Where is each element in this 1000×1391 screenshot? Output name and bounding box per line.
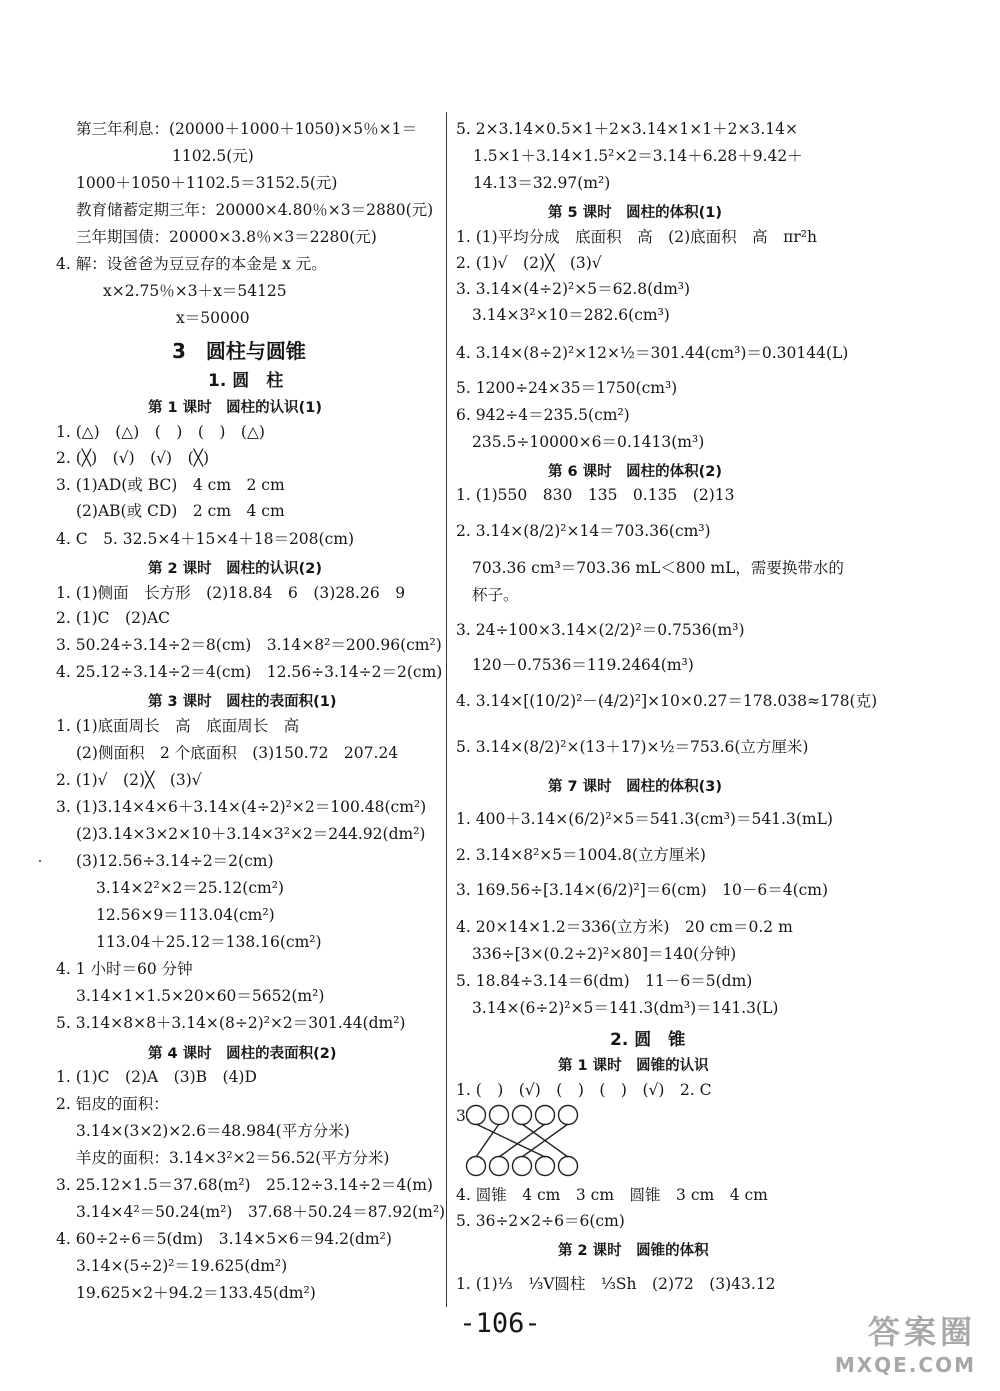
right-line: 6. 942÷4＝235.5(cm²): [456, 406, 630, 424]
left-line: (2)3.14×3×2×10＋3.14×3²×2＝244.92(dm²): [76, 825, 426, 843]
right-line: 3. 3.14×(4÷2)²×5＝62.8(dm³): [456, 280, 691, 298]
right-line: 3.: [456, 1107, 471, 1125]
right-line: 5. 2×3.14×0.5×1＋2×3.14×1×1＋2×3.14×: [456, 120, 798, 138]
left-line: 3.14×4²＝50.24(m²) 37.68＋50.24＝87.92(m²): [76, 1203, 446, 1221]
right-line: 1. ( ) (√) ( ) ( ) (√) 2. C: [456, 1081, 712, 1099]
section-title: 3 圆柱与圆锥: [172, 339, 306, 363]
right-line: 2. (1)√ (2)╳ (3)√: [456, 254, 602, 272]
column-divider: [446, 112, 447, 1307]
match-line: [499, 1124, 545, 1157]
right-line: 4. 3.14×[(10/2)²－(4/2)²]×10×0.27＝178.038≈178(克): [456, 692, 878, 710]
left-line: 1. (1)底面周长 高 底面周长 高: [56, 717, 300, 735]
left-line: 3. (1)3.14×4×6＋3.14×(4÷2)²×2＝100.48(cm²): [56, 798, 427, 816]
right-line: 2. 3.14×(8/2)²×14＝703.36(cm³): [456, 522, 711, 540]
left-line: (2)AB(或 CD) 2 cm 4 cm: [76, 502, 285, 520]
lesson-heading: 第 3 课时 圆柱的表面积(1): [148, 694, 337, 710]
right-line: 703.36 cm³＝703.36 mL＜800 mL，需要换带水的: [472, 559, 844, 577]
right-line: 1. (1)⅓ ⅓V圆柱 ⅓Sh (2)72 (3)43.12: [456, 1275, 776, 1293]
lesson-heading: 第 5 课时 圆柱的体积(1): [548, 205, 723, 221]
match-line: [476, 1124, 545, 1157]
left-line: x＝50000: [176, 309, 250, 327]
left-line: (2)侧面积 2 个底面积 (3)150.72 207.24: [76, 744, 399, 762]
left-line: 19.625×2＋94.2＝133.45(dm²): [76, 1284, 316, 1302]
left-line: 三年期国债：20000×3.8％×3＝2280(元): [76, 228, 377, 246]
right-line: 1. (1)550 830 135 0.135 (2)13: [456, 486, 735, 504]
watermark-site: MXQE.COM: [834, 1353, 976, 1377]
top-circle: [467, 1106, 486, 1125]
left-line: 3. (1)AD(或 BC) 4 cm 2 cm: [56, 476, 285, 494]
left-line: 4. 1 小时＝60 分钟: [56, 960, 193, 978]
left-line: 1000＋1050＋1102.5＝3152.5(元): [76, 174, 338, 192]
left-line: 第三年利息：(20000＋1000＋1050)×5％×1＝: [76, 120, 417, 138]
right-line: 3.14×(6÷2)²×5＝141.3(dm³)＝141.3(L): [472, 999, 779, 1017]
lesson-heading: 第 6 课时 圆柱的体积(2): [548, 464, 723, 480]
subsection-title: 2. 圆 锥: [610, 1030, 686, 1050]
lesson-heading: 第 2 课时 圆锥的体积: [558, 1243, 709, 1259]
left-line: 3. 50.24÷3.14÷2＝8(cm) 3.14×8²＝200.96(cm²): [56, 636, 442, 654]
bottom-circle: [513, 1157, 532, 1176]
lesson-heading: 第 1 课时 圆柱的认识(1): [148, 400, 323, 416]
right-line: 杯子。: [472, 586, 519, 604]
left-line: 3.14×(3×2)×2.6＝48.984(平方分米): [76, 1122, 350, 1140]
left-line: 2. (1)C (2)AC: [56, 609, 171, 627]
right-line: 14.13＝32.97(m²): [473, 174, 611, 192]
left-line: 1. (1)侧面 长方形 (2)18.84 6 (3)28.26 9: [56, 584, 406, 602]
top-circle: [536, 1106, 555, 1125]
right-line: 4. 20×14×1.2＝336(立方米) 20 cm＝0.2 m: [456, 918, 793, 936]
bottom-circle: [467, 1157, 486, 1176]
right-line: 3. 169.56÷[3.14×(6/2)²]＝6(cm) 10－6＝4(cm): [456, 881, 829, 899]
left-line: (3)12.56÷3.14÷2＝2(cm): [76, 852, 274, 870]
right-line: 3.14×3²×10＝282.6(cm³): [472, 306, 670, 324]
lesson-heading: 第 7 课时 圆柱的体积(3): [548, 779, 723, 795]
matching-diagram: [462, 1100, 586, 1182]
left-line: 3.14×1×1.5×20×60＝5652(m²): [76, 987, 325, 1005]
left-line: 1. (△) (△) ( ) ( ) (△): [56, 423, 265, 441]
page-number: -106-: [459, 1308, 541, 1339]
right-line: 5. 1200÷24×35＝1750(cm³): [456, 379, 678, 397]
left-line: 2. (╳) (√) (√) (╳): [56, 449, 210, 467]
bottom-circle: [536, 1157, 555, 1176]
left-line: 3. 25.12×1.5＝37.68(m²) 25.12÷3.14÷2＝4(m): [56, 1176, 433, 1194]
left-line: 4. C 5. 32.5×4＋15×4＋18＝208(cm): [56, 530, 355, 548]
left-line: 12.56×9＝113.04(cm²): [96, 906, 275, 924]
right-line: 1. (1)平均分成 底面积 高 (2)底面积 高 πr²h: [456, 228, 817, 246]
right-line: 2. 3.14×8²×5＝1004.8(立方厘米): [456, 846, 706, 864]
lesson-heading: 第 4 课时 圆柱的表面积(2): [148, 1046, 337, 1062]
top-circle: [490, 1106, 509, 1125]
right-line: 1. 400＋3.14×(6/2)²×5＝541.3(cm³)＝541.3(mL): [456, 810, 833, 828]
lesson-heading: 第 2 课时 圆柱的认识(2): [148, 561, 323, 577]
subsection-title: 1. 圆 柱: [208, 371, 284, 391]
right-line: 120－0.7536＝119.2464(m³): [472, 656, 694, 674]
right-line: 235.5÷10000×6＝0.1413(m³): [472, 433, 705, 451]
left-line: 1102.5(元): [172, 147, 254, 165]
watermark-main: 答案圈: [867, 1313, 976, 1351]
watermark-logo: [835, 1307, 976, 1377]
right-line: 1.5×1＋3.14×1.5²×2＝3.14＋6.28＋9.42＋: [473, 147, 803, 165]
right-line: 4. 圆锥 4 cm 3 cm 圆锥 3 cm 4 cm: [456, 1186, 768, 1204]
left-line: x×2.75％×3＋x＝54125: [103, 282, 287, 300]
right-line: 5. 36÷2×2÷6＝6(cm): [456, 1212, 625, 1230]
left-line: 5. 3.14×8×8＋3.14×(8÷2)²×2＝301.44(dm²): [56, 1014, 406, 1032]
right-line: 336÷[3×(0.2÷2)²×80]＝140(分钟): [472, 945, 737, 963]
left-line: 3.14×2²×2＝25.12(cm²): [96, 879, 284, 897]
left-line: 2. 铝皮的面积：: [56, 1095, 169, 1113]
left-line: 4. 60÷2÷6＝5(dm) 3.14×5×6＝94.2(dm²): [56, 1230, 392, 1248]
left-line: 教育储蓄定期三年：20000×4.80％×3＝2880(元): [76, 201, 434, 219]
lesson-heading: 第 1 课时 圆锥的认识: [558, 1058, 709, 1074]
left-line: 3.14×(5÷2)²＝19.625(dm²): [76, 1257, 288, 1275]
left-line: 羊皮的面积：3.14×3²×2＝56.52(平方分米): [76, 1149, 390, 1167]
left-line: 4. 25.12÷3.14÷2＝4(cm) 12.56÷3.14÷2＝2(cm): [56, 663, 443, 681]
left-line: 2. (1)√ (2)╳ (3)√: [56, 771, 202, 789]
bottom-circle: [559, 1157, 578, 1176]
bottom-circle: [490, 1157, 509, 1176]
top-circle: [559, 1106, 578, 1125]
top-circle: [513, 1106, 532, 1125]
left-line: 4. 解：设爸爸为豆豆存的本金是 x 元。: [56, 255, 327, 273]
left-line: 113.04＋25.12＝138.16(cm²): [96, 933, 322, 951]
right-line: 5. 18.84÷3.14＝6(dm) 11－6＝5(dm): [456, 972, 753, 990]
stray-dot: [39, 860, 41, 862]
right-line: 4. 3.14×(8÷2)²×12×½＝301.44(cm³)＝0.30144(L): [456, 344, 849, 362]
right-line: 3. 24÷100×3.14×(2/2)²＝0.7536(m³): [456, 621, 745, 639]
right-line: 5. 3.14×(8/2)²×(13＋17)×½＝753.6(立方厘米): [456, 738, 809, 756]
left-line: 1. (1)C (2)A (3)B (4)D: [56, 1068, 257, 1086]
